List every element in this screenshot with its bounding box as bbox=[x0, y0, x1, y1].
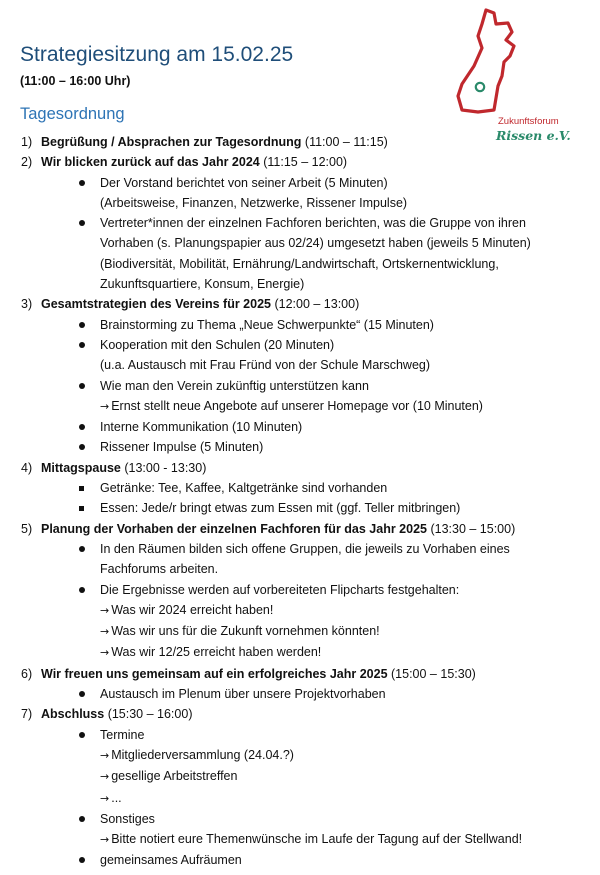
arrow-line bbox=[100, 621, 600, 642]
arrow-text: gesellige Arbeitstreffen bbox=[111, 769, 238, 784]
agenda-item bbox=[0, 294, 600, 457]
arrow-text: Ernst stellt neue Angebote auf unserer Homepage vor (10 Minuten) bbox=[111, 398, 483, 413]
bullet-icon bbox=[79, 383, 85, 389]
bullet-icon bbox=[79, 342, 85, 348]
bullet-text: Sonstiges bbox=[100, 811, 155, 826]
square-bullet-icon bbox=[79, 506, 84, 511]
bullet-continuation: (Biodiversität, Mobilität, Ernährung/Landwirtschaft, Ortskernentwicklung, bbox=[100, 256, 499, 271]
bullet-icon bbox=[79, 691, 85, 697]
arrow-line bbox=[100, 788, 600, 809]
agenda-sublist bbox=[41, 539, 600, 664]
agenda-item bbox=[0, 458, 600, 519]
agenda-item-time: (11:00 – 11:15) bbox=[301, 135, 388, 149]
bullet-text: Getränke: Tee, Kaffee, Kaltgetränke sind vorhanden bbox=[100, 481, 388, 496]
agenda-item-time: (13:00 - 13:30) bbox=[120, 460, 207, 475]
agenda-item bbox=[0, 664, 600, 705]
bullet-text: Die Ergebnisse werden auf vorbereiteten Flipcharts festgehalten: bbox=[100, 582, 460, 597]
agenda-item-title: Gesamtstrategien des Vereins für 2025 bbox=[41, 297, 271, 312]
arrow-line bbox=[100, 766, 600, 787]
agenda-item-number: 7) bbox=[21, 707, 33, 722]
arrow-text: ... bbox=[111, 790, 122, 805]
arrow-right-icon: → bbox=[100, 791, 110, 805]
bullet-continuation: Vorhaben (s. Planungspapier aus 02/24) umgesetzt haben (jeweils 5 Minuten) bbox=[100, 236, 531, 251]
bullet-text: In den Räumen bilden sich offene Gruppen, die jeweils zu Vorhaben eines bbox=[100, 541, 510, 556]
agenda-sublist bbox=[41, 173, 600, 295]
bullet-text: Wie man den Verein zukünftig unterstützen kann bbox=[100, 378, 369, 393]
agenda-item-title: Wir freuen uns gemeinsam auf ein erfolgreiches Jahr 2025 bbox=[41, 666, 388, 681]
bullet-icon bbox=[79, 587, 85, 593]
agenda-heading: Tagesordnung bbox=[20, 105, 125, 123]
bullet-item bbox=[41, 437, 600, 457]
bullet-icon bbox=[79, 857, 85, 863]
agenda-item bbox=[0, 519, 600, 664]
arrow-right-icon: → bbox=[100, 625, 110, 639]
bullet-item bbox=[41, 315, 600, 335]
arrow-text: Was wir 2024 erreicht haben! bbox=[111, 602, 274, 617]
bullet-icon bbox=[79, 322, 85, 328]
agenda-item-time: (15:00 – 15:30) bbox=[387, 666, 476, 681]
square-bullet-icon bbox=[79, 486, 84, 491]
bullet-icon bbox=[79, 546, 85, 552]
bullet-text: Essen: Jede/r bringt etwas zum Essen mit (ggf. Teller mitbringen) bbox=[100, 501, 461, 516]
bullet-item bbox=[41, 684, 600, 704]
bullet-continuation: (u.a. Austausch mit Frau Fründ von der Schule Marschweg) bbox=[100, 358, 431, 373]
arrow-text: Was wir uns für die Zukunft vornehmen könnten! bbox=[111, 624, 380, 639]
agenda-item-title: Mittagspause bbox=[41, 460, 121, 475]
bullet-item bbox=[41, 539, 600, 580]
agenda-item-time: (13:30 – 15:00) bbox=[426, 521, 516, 536]
agenda-item bbox=[0, 152, 600, 294]
bullet-item bbox=[41, 417, 600, 437]
bullet-text: Der Vorstand berichtet von seiner Arbeit (5 Minuten) bbox=[100, 175, 388, 190]
agenda-sublist bbox=[41, 478, 600, 519]
bullet-text: Rissener Impulse (5 Minuten) bbox=[100, 440, 264, 455]
bullet-text: Interne Kommunikation (10 Minuten) bbox=[100, 420, 303, 435]
bullet-icon bbox=[79, 816, 85, 822]
bullet-item bbox=[41, 478, 600, 498]
agenda-item-title: Abschluss bbox=[41, 707, 105, 722]
bullet-text: Termine bbox=[100, 727, 145, 742]
arrow-line bbox=[100, 396, 600, 417]
agenda-list bbox=[0, 132, 600, 871]
agenda-sublist bbox=[41, 315, 600, 458]
arrow-right-icon: → bbox=[100, 833, 110, 847]
bullet-continuation: (Arbeitsweise, Finanzen, Netzwerke, Rissener Impulse) bbox=[100, 195, 408, 210]
arrow-right-icon: → bbox=[100, 603, 110, 617]
agenda-item-number: 4) bbox=[21, 460, 33, 475]
logo-text-line2: Rissen e.V. bbox=[496, 128, 571, 143]
agenda-item-time: (12:00 – 13:00) bbox=[270, 297, 360, 312]
bullet-item bbox=[41, 580, 600, 664]
arrow-right-icon: → bbox=[100, 770, 110, 784]
agenda-item bbox=[0, 704, 600, 870]
agenda-item-time: (11:15 – 12:00) bbox=[259, 155, 348, 170]
logo bbox=[448, 6, 588, 146]
arrow-right-icon: → bbox=[100, 748, 110, 762]
arrow-right-icon: → bbox=[100, 399, 110, 413]
bullet-text: Austausch im Plenum über unsere Projektvorhaben bbox=[100, 687, 386, 702]
agenda-item bbox=[0, 132, 600, 152]
arrow-right-icon: → bbox=[100, 646, 110, 660]
bullet-icon bbox=[79, 424, 85, 430]
agenda-item-number: 6) bbox=[21, 666, 33, 681]
agenda-item-number: 2) bbox=[21, 155, 33, 170]
bullet-item bbox=[41, 725, 600, 809]
bullet-icon bbox=[79, 220, 85, 226]
arrow-text: Was wir 12/25 erreicht haben werden! bbox=[111, 645, 322, 660]
bullet-item bbox=[41, 173, 600, 214]
arrow-line bbox=[100, 745, 600, 766]
bullet-icon bbox=[79, 732, 85, 738]
bullet-item bbox=[41, 498, 600, 518]
agenda-sublist bbox=[41, 684, 600, 704]
agenda-item-number: 3) bbox=[21, 297, 33, 312]
agenda-item-time: (15:30 – 16:00) bbox=[104, 707, 193, 722]
arrow-line bbox=[100, 600, 600, 621]
bullet-item bbox=[41, 376, 600, 418]
bullet-item bbox=[41, 809, 600, 851]
agenda-item-title: Planung der Vorhaben der einzelnen Fachforen für das Jahr 2025 bbox=[41, 521, 427, 536]
agenda-item-number: 5) bbox=[21, 521, 33, 536]
bullet-text: gemeinsames Aufräumen bbox=[100, 853, 242, 868]
arrow-text: Bitte notiert eure Themenwünsche im Laufe der Tagung auf der Stellwand! bbox=[111, 832, 523, 847]
bullet-continuation: Zukunftsquartiere, Konsum, Energie) bbox=[100, 277, 305, 292]
bullet-icon bbox=[79, 180, 85, 186]
arrow-line bbox=[100, 829, 600, 850]
bullet-text: Kooperation mit den Schulen (20 Minuten) bbox=[100, 337, 335, 352]
agenda-sublist bbox=[41, 725, 600, 871]
bullet-continuation: Fachforums arbeiten. bbox=[100, 562, 219, 577]
agenda-item-title: Wir blicken zurück auf das Jahr 2024 bbox=[41, 155, 260, 170]
page-title: Strategiesitzung am 15.02.25 bbox=[20, 43, 294, 66]
arrow-text: Mitgliederversammlung (24.04.?) bbox=[111, 747, 294, 762]
bullet-item bbox=[41, 850, 600, 870]
bullet-item bbox=[41, 213, 600, 294]
bullet-text: Vertreter*innen der einzelnen Fachforen berichten, was die Gruppe von ihren bbox=[100, 216, 526, 231]
meeting-time: (11:00 – 16:00 Uhr) bbox=[20, 74, 131, 88]
arrow-line bbox=[100, 642, 600, 663]
agenda-item-title: Begrüßung / Absprachen zur Tagesordnung bbox=[41, 135, 302, 149]
bullet-icon bbox=[79, 444, 85, 450]
logo-text-line1: Zukunftsforum bbox=[498, 116, 559, 127]
agenda-item-number: 1) bbox=[21, 135, 33, 149]
bullet-item bbox=[41, 335, 600, 376]
bullet-text: Brainstorming zu Thema „Neue Schwerpunkte“ (15 Minuten) bbox=[100, 317, 434, 332]
